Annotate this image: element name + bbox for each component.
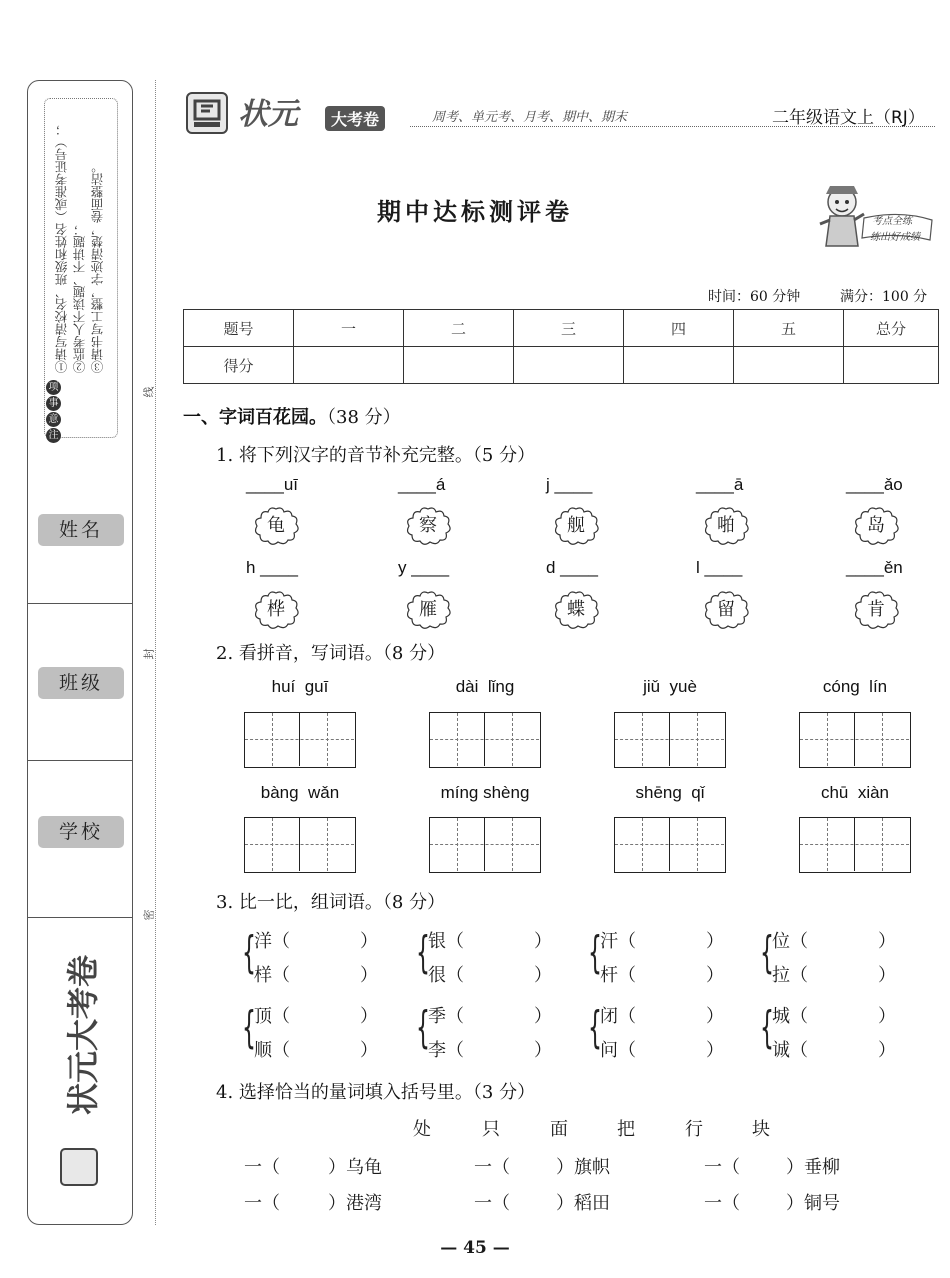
writing-grid[interactable] [614,712,726,768]
answer-close[interactable]: ） [360,1040,378,1061]
table-header-cell: 二 [404,310,514,347]
pinyin-blank[interactable]: j ____ [546,475,593,494]
hanzi-char: 啪 [717,515,735,536]
header-tagline: 周考、单元考、月考、期中、期末 [432,110,628,125]
notice-title: 项 事 意 注 [46,380,61,444]
pinyin-prompt: míng shèng [440,783,530,802]
table-header-cell: 四 [624,310,734,347]
pinyin-prompt: jiǔ yuè [643,677,697,696]
brace: { [242,1002,256,1053]
writing-grid[interactable] [244,712,356,768]
blank-open[interactable]: 一（ [474,1193,510,1214]
pinyin-prompt: shēng qǐ [635,783,705,802]
hanzi-char: 蝶 [567,599,585,620]
flower-char [252,506,300,546]
flower-char [552,590,600,630]
q1-label: 1. 将下列汉字的音节补充完整。（5 分） [216,445,536,466]
hanzi-char: 桦 [267,599,285,620]
pinyin-prompt: chū xiàn [820,783,890,802]
score-cell[interactable] [734,347,844,384]
answer-close[interactable]: ） [878,1040,896,1061]
cut-mark-secret: 密 [142,909,156,921]
compare-char: 李（ [428,1040,464,1061]
publisher-logo-icon [186,92,228,134]
measure-word-choice: 块 [752,1119,770,1140]
compare-char: 汗（ [600,931,636,952]
pinyin-blank[interactable]: ____ěn [846,558,903,577]
compare-char: 顺（ [254,1040,290,1061]
pinyin-blank[interactable]: ____ā [696,475,744,494]
pinyin-prompt: cóng lín [822,677,888,696]
compare-char: 诚（ [772,1040,808,1061]
compare-char: 顶（ [254,1006,290,1027]
answer-close[interactable]: ） [534,1040,552,1061]
section-1-heading: 一、字词百花园。（38 分） [183,407,401,428]
mascot-text-2: 练出好成绩 [870,232,920,243]
mascot-illustration [812,180,936,254]
q3-label: 3. 比一比，组词语。（8 分） [216,892,446,913]
brand-logo-main: 状元 [238,97,298,132]
divider [28,760,132,761]
pinyin-blank[interactable]: ____uī [246,475,298,494]
compare-char: 问（ [600,1040,636,1061]
score-cell[interactable] [844,347,939,384]
blank-open[interactable]: 一（ [244,1157,280,1178]
noun-phrase: ）乌龟 [328,1157,382,1178]
noun-phrase: ）稻田 [556,1193,610,1214]
class-field-label: 班级 [38,667,124,699]
full-score: 满分：100 分 [840,289,928,305]
noun-phrase: ）旗帜 [556,1157,610,1178]
flower-char [252,590,300,630]
brace: { [588,927,602,978]
brand-logo-sub: 大考卷 [325,106,385,131]
answer-close[interactable]: ） [360,965,378,986]
score-table-header-row [184,310,939,347]
pinyin-blank[interactable]: ____á [398,475,446,494]
pinyin-prompt: bàng wǎn [260,783,340,802]
answer-close[interactable]: ） [878,965,896,986]
brace: { [416,1002,430,1053]
hanzi-char: 雁 [419,599,437,620]
cut-mark-seal: 封 [142,648,156,660]
noun-phrase: ）铜号 [786,1193,840,1214]
blank-open[interactable]: 一（ [704,1157,740,1178]
hanzi-char: 察 [419,515,437,536]
school-field-label: 学校 [38,816,124,848]
page-number: — 45 — [440,1238,510,1258]
divider [28,917,132,918]
noun-phrase: ）港湾 [328,1193,382,1214]
writing-grid[interactable] [799,712,911,768]
compare-char: 季（ [428,1006,464,1027]
pinyin-blank[interactable]: l ____ [696,558,743,577]
flower-char [852,590,900,630]
measure-word-choice: 面 [550,1119,568,1140]
time-limit: 时间：60 分钟 [708,289,801,305]
answer-close[interactable]: ） [360,931,378,952]
table-header-cell: 总分 [844,310,939,347]
compare-char: 城（ [772,1006,808,1027]
pinyin-blank[interactable]: h ____ [246,558,298,577]
measure-word-choice: 行 [685,1119,703,1140]
q4-label: 4. 选择恰当的量词填入括号里。（3 分） [216,1082,536,1103]
answer-close[interactable]: ） [706,1006,724,1027]
flower-char [702,590,750,630]
answer-close[interactable]: ） [706,965,724,986]
answer-close[interactable]: ） [534,1006,552,1027]
score-table [183,309,939,384]
flower-char [404,506,452,546]
flower-char [404,590,452,630]
page-title: 期中达标测评卷 [377,198,573,226]
measure-word-choice: 把 [617,1119,635,1140]
answer-close[interactable]: ） [534,965,552,986]
hanzi-char: 龟 [267,515,285,536]
compare-char: 银（ [428,931,464,952]
blank-open[interactable]: 一（ [244,1193,280,1214]
pinyin-blank[interactable]: ____ǎo [846,475,903,494]
hanzi-char: 舰 [567,515,585,536]
table-header-cell: 五 [734,310,844,347]
mascot-text-1: 考点全练 [872,216,912,227]
answer-close[interactable]: ） [706,1040,724,1061]
compare-char: 闭（ [600,1006,636,1027]
brace: { [760,1002,774,1053]
writing-grid[interactable] [799,817,911,873]
brace: { [760,927,774,978]
brace: { [588,1002,602,1053]
notice-line-2: ②监考人不读题、不讲题； [72,223,87,373]
score-table-score-row [184,347,939,384]
cut-mark-line: 线 [142,386,156,398]
compare-char: 位（ [772,931,808,952]
hanzi-char: 岛 [867,515,885,536]
pinyin-blank[interactable]: d ____ [546,558,598,577]
measure-word-choice: 处 [413,1119,431,1140]
noun-phrase: ）垂柳 [786,1157,840,1178]
q2-label: 2. 看拼音，写词语。（8 分） [216,643,446,664]
brace: { [416,927,430,978]
pinyin-blank[interactable]: y ____ [398,558,450,577]
table-header-cell: 题号 [184,310,294,347]
blank-open[interactable]: 一（ [704,1193,740,1214]
compare-char: 很（ [428,965,464,986]
side-brand-logo: 状元大考卷 [64,954,102,1115]
blank-open[interactable]: 一（ [474,1157,510,1178]
pinyin-prompt: huí guī [271,677,329,696]
table-header-cell: 一 [294,310,404,347]
writing-grid[interactable] [244,817,356,873]
divider [28,603,132,604]
flower-char [702,506,750,546]
answer-close[interactable]: ） [878,1006,896,1027]
name-field-label: 姓名 [38,514,124,546]
writing-grid[interactable] [429,712,541,768]
brace: { [242,927,256,978]
writing-grid[interactable] [429,817,541,873]
answer-close[interactable]: ） [534,931,552,952]
compare-char: 样（ [254,965,290,986]
answer-close[interactable]: ） [706,931,724,952]
table-header-cell: 三 [514,310,624,347]
compare-char: 杆（ [600,965,636,986]
compare-char: 拉（ [772,965,808,986]
notice-line-3: ③请书写工整，字迹清楚，卷面整洁。 [90,160,105,373]
table-row-label: 得分 [184,347,294,384]
hanzi-char: 肯 [867,599,885,620]
score-cell[interactable] [624,347,734,384]
pinyin-prompt: dài lǐng [455,677,515,696]
answer-close[interactable]: ） [360,1006,378,1027]
flower-char [852,506,900,546]
compare-char: 洋（ [254,931,290,952]
score-cell[interactable] [514,347,624,384]
side-logo-icon [60,1148,98,1186]
flower-char [552,506,600,546]
score-cell[interactable] [294,347,404,384]
score-cell[interactable] [404,347,514,384]
answer-close[interactable]: ） [878,931,896,952]
writing-grid[interactable] [614,817,726,873]
measure-word-choice: 只 [482,1119,500,1140]
hanzi-char: 留 [717,599,735,620]
notice-line-1: ①请写清校名、班级和姓名（或准考证号）； [54,123,69,373]
grade-label: 二年级语文上（RJ） [772,108,925,128]
